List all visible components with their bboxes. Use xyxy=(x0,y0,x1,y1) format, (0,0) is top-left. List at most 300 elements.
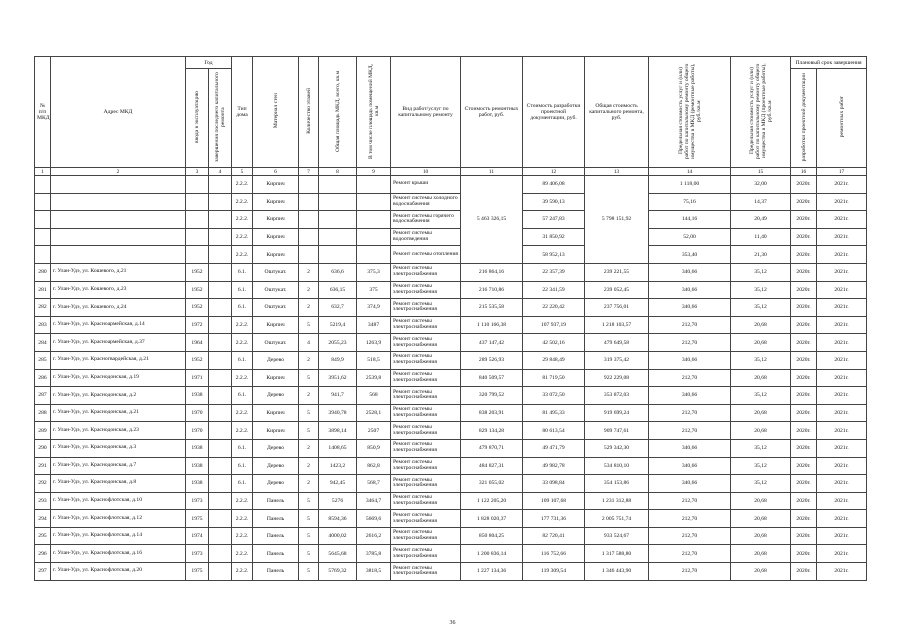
table-cell: г. Улан-Удэ, ул. Краснодонская, д.21 xyxy=(51,404,186,422)
header-no: № п/п МКД xyxy=(35,57,51,168)
table-cell: 33 098,84 xyxy=(523,475,585,493)
table-cell: 20,49 xyxy=(731,211,791,229)
table-cell: 340,66 xyxy=(649,351,731,369)
table-cell: 1972 xyxy=(186,316,209,334)
header-address: Адрес МКД xyxy=(51,57,186,168)
table-cell: 850,9 xyxy=(357,439,391,457)
table-cell: г. Улан-Удэ, ул. Красноармейская, д.37 xyxy=(51,334,186,352)
table-cell: 2 xyxy=(299,299,319,317)
table-cell: 5219,4 xyxy=(319,316,357,334)
table-cell: г. Улан-Удэ, ул. Краснофлотская, д.12 xyxy=(51,510,186,528)
table-cell xyxy=(209,176,232,194)
table-cell: Ремонт системы электроснабжения xyxy=(391,563,461,581)
capital-repair-table-sheet xyxy=(34,56,866,581)
table-cell xyxy=(35,193,51,211)
table-cell: Ремонт системы электроснабжения xyxy=(391,387,461,405)
table-cell: 212,70 xyxy=(649,545,731,563)
table-cell: Ремонт крыши xyxy=(391,176,461,194)
table-cell: 6.1. xyxy=(232,439,253,457)
header-deadline-repair: ремонтных работ xyxy=(817,69,867,168)
table-cell: 282 xyxy=(35,299,51,317)
table-cell: 2020г. xyxy=(791,510,817,528)
table-cell: 2 xyxy=(299,281,319,299)
table-cell: Кирпич xyxy=(253,422,299,440)
table-cell: Оштукат. xyxy=(253,281,299,299)
table-cell: 6.1. xyxy=(232,457,253,475)
table-cell: Кирпич xyxy=(253,369,299,387)
table-cell: Дерево xyxy=(253,457,299,475)
table-cell: 632,7 xyxy=(319,299,357,317)
table-cell: 1423,2 xyxy=(319,457,357,475)
table-cell: 2.2.2. xyxy=(232,527,253,545)
table-cell: 2020г. xyxy=(791,299,817,317)
table-cell: 2021г. xyxy=(817,193,867,211)
table-cell: 2021г. xyxy=(817,299,867,317)
table-row xyxy=(35,369,867,387)
table-cell: 212,70 xyxy=(649,492,731,510)
table-cell: 5769,32 xyxy=(319,563,357,581)
table-cell: 2020г. xyxy=(791,263,817,281)
table-cell: 6.1. xyxy=(232,475,253,493)
table-cell: 2.2.2. xyxy=(232,369,253,387)
table-cell xyxy=(357,193,391,211)
table-cell: 1973 xyxy=(186,492,209,510)
table-cell: 1973 xyxy=(186,545,209,563)
table-cell: 2020г. xyxy=(791,457,817,475)
table-cell: 2 xyxy=(299,475,319,493)
table-cell: 20,68 xyxy=(731,422,791,440)
table-cell xyxy=(35,211,51,229)
table-cell: 2021г. xyxy=(817,316,867,334)
table-cell: 212,70 xyxy=(649,316,731,334)
table-cell: 1952 xyxy=(186,263,209,281)
table-cell: 109 107,68 xyxy=(523,492,585,510)
table-cell: 3785,8 xyxy=(357,545,391,563)
table-cell xyxy=(35,246,51,264)
table-cell: 2020г. xyxy=(791,281,817,299)
table-cell: Панель xyxy=(253,527,299,545)
table-cell: 2.2.2. xyxy=(232,316,253,334)
table-cell xyxy=(319,228,357,246)
table-cell: 212,70 xyxy=(649,563,731,581)
table-row xyxy=(35,316,867,334)
table-cell: 281 xyxy=(35,281,51,299)
table-cell: 119 309,54 xyxy=(523,563,585,581)
table-cell xyxy=(209,316,232,334)
table-cell: 1938 xyxy=(186,457,209,475)
table-cell: 2055,23 xyxy=(319,334,357,352)
table-cell: Ремонт системы водоотведения xyxy=(391,228,461,246)
header-max-cost-design: Предельная стоимость услуг и (или) работ по капитальному ремонту общего имущества в МКД (проектные работы), руб./кв.м xyxy=(731,57,791,168)
table-cell: 292 xyxy=(35,475,51,493)
table-cell: 2.2.2. xyxy=(232,404,253,422)
table-row xyxy=(35,439,867,457)
table-cell: 294 xyxy=(35,510,51,528)
table-cell: 35,12 xyxy=(731,263,791,281)
table-cell: 2020г. xyxy=(791,475,817,493)
table-cell xyxy=(209,334,232,352)
table-cell: 840 509,57 xyxy=(461,369,523,387)
table-cell: 5 xyxy=(299,563,319,581)
table-row xyxy=(35,228,867,246)
table-cell: 1938 xyxy=(186,387,209,405)
table-cell: 20,68 xyxy=(731,510,791,528)
table-cell: Дерево xyxy=(253,387,299,405)
table-cell xyxy=(186,246,209,264)
table-cell: 2 xyxy=(299,351,319,369)
table-cell xyxy=(209,281,232,299)
table-cell: 29 848,49 xyxy=(523,351,585,369)
table-cell: 484 827,31 xyxy=(461,457,523,475)
table-cell xyxy=(209,457,232,475)
table-row xyxy=(35,563,867,581)
table-cell: 636,6 xyxy=(319,263,357,281)
table-cell: г. Улан-Удэ, ул. Краснодонская, д.7 xyxy=(51,457,186,475)
header-total-cost: Общая стоимость капитального ремонта, руб. xyxy=(585,57,649,168)
table-cell: Ремонт системы электроснабжения xyxy=(391,457,461,475)
table-cell: 5 xyxy=(299,492,319,510)
table-cell: 20,68 xyxy=(731,527,791,545)
table-cell: Ремонт системы электроснабжения xyxy=(391,369,461,387)
table-cell: 2021г. xyxy=(817,457,867,475)
header-design-cost: Стоимость разработки проектной документации, руб. xyxy=(523,57,585,168)
table-cell: Кирпич xyxy=(253,228,299,246)
table-cell: 288 xyxy=(35,404,51,422)
table-cell: 1964 xyxy=(186,334,209,352)
table-cell: 340,66 xyxy=(649,281,731,299)
column-number-row: 1 2 3 4 5 6 7 8 9 10 11 12 13 14 15 16 17 xyxy=(35,168,867,176)
table-cell: 283 xyxy=(35,316,51,334)
table-cell: 1 346 443,90 xyxy=(585,563,649,581)
table-cell: 5 xyxy=(299,510,319,528)
table-cell: 2020г. xyxy=(791,492,817,510)
table-cell: 1 227 134,36 xyxy=(461,563,523,581)
table-cell: 33 072,50 xyxy=(523,387,585,405)
table-cell: г. Улан-Удэ, ул. Краснодонская, д.8 xyxy=(51,475,186,493)
table-cell: Ремонт системы электроснабжения xyxy=(391,545,461,563)
table-cell: 319 375,42 xyxy=(585,351,649,369)
table-cell: 6.1. xyxy=(232,281,253,299)
table-cell: 1 828 020,37 xyxy=(461,510,523,528)
table-cell: Кирпич xyxy=(253,316,299,334)
table-cell: Кирпич xyxy=(253,193,299,211)
table-cell: 6.1. xyxy=(232,387,253,405)
table-cell: 49 982,78 xyxy=(523,457,585,475)
table-cell: г. Улан-Удэ, ул. Кошевого, д.24 xyxy=(51,299,186,317)
table-cell: 353,40 xyxy=(649,246,731,264)
table-cell: 1952 xyxy=(186,281,209,299)
table-cell: 4000,02 xyxy=(319,527,357,545)
table-cell xyxy=(209,387,232,405)
table-cell: 20,68 xyxy=(731,545,791,563)
table-cell xyxy=(299,228,319,246)
table-cell xyxy=(319,176,357,194)
table-cell: 568,7 xyxy=(357,475,391,493)
table-cell: 6.1. xyxy=(232,263,253,281)
table-cell: 82 720,41 xyxy=(523,527,585,545)
table-cell: 1970 xyxy=(186,404,209,422)
table-cell: 89 406,08 xyxy=(523,176,585,194)
table-cell: 1975 xyxy=(186,563,209,581)
table-cell xyxy=(319,193,357,211)
table-cell: 293 xyxy=(35,492,51,510)
table-cell: Дерево xyxy=(253,439,299,457)
table-cell: г. Улан-Удэ, ул. Краснофлотская, д.16 xyxy=(51,545,186,563)
table-cell: 81 495,33 xyxy=(523,404,585,422)
header-premises-area: В том числе площадь помещений МКД, кв.м xyxy=(357,57,391,168)
table-cell: 177 731,36 xyxy=(523,510,585,528)
table-cell: 922 229,08 xyxy=(585,369,649,387)
page-number: 36 xyxy=(449,620,456,626)
table-cell: 107 937,19 xyxy=(523,316,585,334)
header-deadline-design: разработки проектной документации xyxy=(791,69,817,168)
table-cell: 2 005 751,74 xyxy=(585,510,649,528)
table-cell: Ремонт системы холодного водоснабжения xyxy=(391,193,461,211)
table-cell: 212,70 xyxy=(649,422,731,440)
table-cell: 5669,6 xyxy=(357,510,391,528)
table-cell: 216 864,16 xyxy=(461,263,523,281)
table-cell: 2020г. xyxy=(791,545,817,563)
table-cell: 2021г. xyxy=(817,510,867,528)
table-cell: 52,00 xyxy=(649,228,731,246)
table-cell: 215 535,58 xyxy=(461,299,523,317)
table-cell: 1970 xyxy=(186,422,209,440)
table-cell: 1 118,00 xyxy=(649,176,731,194)
table-cell: 20,68 xyxy=(731,316,791,334)
table-cell xyxy=(319,246,357,264)
table-cell: 2 xyxy=(299,387,319,405)
table-cell: 5 xyxy=(299,527,319,545)
table-cell: Панель xyxy=(253,545,299,563)
header-year-last-repair: завершения последнего капитального ремонта xyxy=(209,69,232,168)
table-cell: 2021г. xyxy=(817,545,867,563)
table-cell: 144,16 xyxy=(649,211,731,229)
table-cell: 518,5 xyxy=(357,351,391,369)
table-row xyxy=(35,281,867,299)
table-cell xyxy=(319,211,357,229)
header-total-area: Общая площадь МКД, всего, кв.м xyxy=(319,57,357,168)
table-cell: 340,66 xyxy=(649,475,731,493)
table-cell xyxy=(209,351,232,369)
table-cell: 212,70 xyxy=(649,527,731,545)
table-cell: 58 952,13 xyxy=(523,246,585,264)
table-cell xyxy=(51,176,186,194)
table-cell: 2020г. xyxy=(791,422,817,440)
table-cell xyxy=(299,193,319,211)
table-cell: 116 752,66 xyxy=(523,545,585,563)
table-cell: Ремонт системы электроснабжения xyxy=(391,316,461,334)
table-cell xyxy=(51,193,186,211)
table-cell: 5 463 326,15 xyxy=(461,176,523,264)
table-cell: 2616,2 xyxy=(357,527,391,545)
table-cell: 479 870,71 xyxy=(461,439,523,457)
header-deadline-group: Плановый срок завершения xyxy=(791,57,867,69)
table-cell: Ремонт системы электроснабжения xyxy=(391,334,461,352)
table-cell: 3940,78 xyxy=(319,404,357,422)
table-cell: 239 221,55 xyxy=(585,263,649,281)
table-cell xyxy=(209,211,232,229)
table-cell: 375 xyxy=(357,281,391,299)
table-cell: 2021г. xyxy=(817,404,867,422)
table-cell: Ремонт системы электроснабжения xyxy=(391,422,461,440)
table-cell: 568 xyxy=(357,387,391,405)
table-row xyxy=(35,193,867,211)
table-cell: 2021г. xyxy=(817,351,867,369)
table-cell: Оштукат. xyxy=(253,334,299,352)
table-cell: 2.2.2. xyxy=(232,492,253,510)
table-row xyxy=(35,246,867,264)
table-cell: 829 134,28 xyxy=(461,422,523,440)
table-cell xyxy=(357,176,391,194)
table-cell: 2021г. xyxy=(817,527,867,545)
table-row xyxy=(35,457,867,475)
table-cell: 20,68 xyxy=(731,492,791,510)
table-cell: 933 524,67 xyxy=(585,527,649,545)
table-cell: 20,68 xyxy=(731,369,791,387)
table-cell: 354 153,86 xyxy=(585,475,649,493)
table-cell: г. Улан-Удэ, ул. Кошевого, д.23 xyxy=(51,281,186,299)
table-cell: 212,70 xyxy=(649,404,731,422)
table-cell: 8594,36 xyxy=(319,510,357,528)
table-cell xyxy=(209,510,232,528)
table-cell: 80 613,54 xyxy=(523,422,585,440)
table-cell: 2.2.2. xyxy=(232,510,253,528)
table-cell: 5 798 151,92 xyxy=(585,176,649,264)
table-cell: Кирпич xyxy=(253,404,299,422)
table-cell: Кирпич xyxy=(253,211,299,229)
table-cell: 49 471,79 xyxy=(523,439,585,457)
table-cell: 21,30 xyxy=(731,246,791,264)
table-cell: 2020г. xyxy=(791,387,817,405)
table-cell: Ремонт системы отопления xyxy=(391,246,461,264)
table-row xyxy=(35,422,867,440)
table-cell xyxy=(209,527,232,545)
table-cell: 321 055,02 xyxy=(461,475,523,493)
header-repair-cost: Стоимость ремонтных работ, руб. xyxy=(461,57,523,168)
table-cell: 2021г. xyxy=(817,475,867,493)
table-cell: 287 xyxy=(35,387,51,405)
table-cell: 35,12 xyxy=(731,351,791,369)
table-cell: 2021г. xyxy=(817,334,867,352)
table-cell: 1408,65 xyxy=(319,439,357,457)
table-cell: 57 247,83 xyxy=(523,211,585,229)
table-cell: г. Улан-Удэ, ул. Краснодонская, д.3 xyxy=(51,439,186,457)
table-cell: 280 xyxy=(35,263,51,281)
table-cell xyxy=(299,176,319,194)
table-row xyxy=(35,387,867,405)
capital-repair-table xyxy=(34,56,867,581)
table-cell xyxy=(209,299,232,317)
table-cell: 3818,5 xyxy=(357,563,391,581)
table-cell: Дерево xyxy=(253,475,299,493)
table-cell: 6.1. xyxy=(232,351,253,369)
table-cell: 2.2.2. xyxy=(232,176,253,194)
table-row xyxy=(35,263,867,281)
table-cell: г. Улан-Удэ, ул. Кошевого, д.21 xyxy=(51,263,186,281)
table-cell: 2020г. xyxy=(791,246,817,264)
table-cell: Дерево xyxy=(253,351,299,369)
table-cell: 289 526,93 xyxy=(461,351,523,369)
table-cell: г. Улан-Удэ, ул. Краснодонская, д.23 xyxy=(51,422,186,440)
table-cell: 2020г. xyxy=(791,176,817,194)
table-cell: 2020г. xyxy=(791,369,817,387)
table-cell: Ремонт системы электроснабжения xyxy=(391,404,461,422)
table-cell: 2021г. xyxy=(817,369,867,387)
table-cell: 2020г. xyxy=(791,351,817,369)
table-cell: 340,66 xyxy=(649,263,731,281)
table-cell: г. Улан-Удэ, ул. Красногвардейская, д.21 xyxy=(51,351,186,369)
table-cell: 1 218 103,57 xyxy=(585,316,649,334)
table-cell: 3898,14 xyxy=(319,422,357,440)
table-cell: 22 341,59 xyxy=(523,281,585,299)
table-cell: Оштукат. xyxy=(253,263,299,281)
table-cell: 636,15 xyxy=(319,281,357,299)
table-cell xyxy=(209,475,232,493)
table-cell: 5276 xyxy=(319,492,357,510)
table-row xyxy=(35,492,867,510)
table-cell xyxy=(35,176,51,194)
table-cell: Кирпич xyxy=(253,246,299,264)
table-cell: Панель xyxy=(253,563,299,581)
table-cell: 5 xyxy=(299,316,319,334)
table-cell: 212,70 xyxy=(649,334,731,352)
table-cell xyxy=(209,369,232,387)
table-cell: 212,70 xyxy=(649,369,731,387)
table-cell: 479 649,58 xyxy=(585,334,649,352)
table-cell: 285 xyxy=(35,351,51,369)
table-cell: Ремонт системы электроснабжения xyxy=(391,281,461,299)
table-cell: 5 xyxy=(299,422,319,440)
table-cell xyxy=(51,211,186,229)
table-cell: 1975 xyxy=(186,510,209,528)
table-cell: 340,66 xyxy=(649,387,731,405)
table-row xyxy=(35,475,867,493)
table-cell: 534 810,10 xyxy=(585,457,649,475)
table-cell: 2021г. xyxy=(817,228,867,246)
table-cell: 2 xyxy=(299,263,319,281)
table-cell: 216 710,86 xyxy=(461,281,523,299)
table-cell: 1974 xyxy=(186,527,209,545)
table-cell: 340,66 xyxy=(649,457,731,475)
table-cell: 22 220,42 xyxy=(523,299,585,317)
table-cell: 1 122 205,20 xyxy=(461,492,523,510)
table-cell xyxy=(209,246,232,264)
table-cell: Ремонт системы электроснабжения xyxy=(391,263,461,281)
table-cell: 5 xyxy=(299,545,319,563)
table-cell: 2.2.2. xyxy=(232,545,253,563)
table-cell: Ремонт системы электроснабжения xyxy=(391,510,461,528)
table-cell xyxy=(357,228,391,246)
table-cell: 2021г. xyxy=(817,211,867,229)
table-cell: Оштукат. xyxy=(253,299,299,317)
table-cell: 296 xyxy=(35,545,51,563)
table-row xyxy=(35,545,867,563)
table-cell: 437 147,42 xyxy=(461,334,523,352)
table-cell: 375,3 xyxy=(357,263,391,281)
table-cell xyxy=(209,422,232,440)
table-cell xyxy=(35,228,51,246)
table-cell: 35,12 xyxy=(731,387,791,405)
table-row xyxy=(35,351,867,369)
table-cell: 2.2.2. xyxy=(232,563,253,581)
table-cell: 1 317 588,80 xyxy=(585,545,649,563)
table-cell xyxy=(51,228,186,246)
table-cell: 20,68 xyxy=(731,404,791,422)
table-cell: Ремонт системы электроснабжения xyxy=(391,475,461,493)
table-cell: 2539,8 xyxy=(357,369,391,387)
table-cell: 1952 xyxy=(186,351,209,369)
header-year-group: Год xyxy=(186,57,232,69)
